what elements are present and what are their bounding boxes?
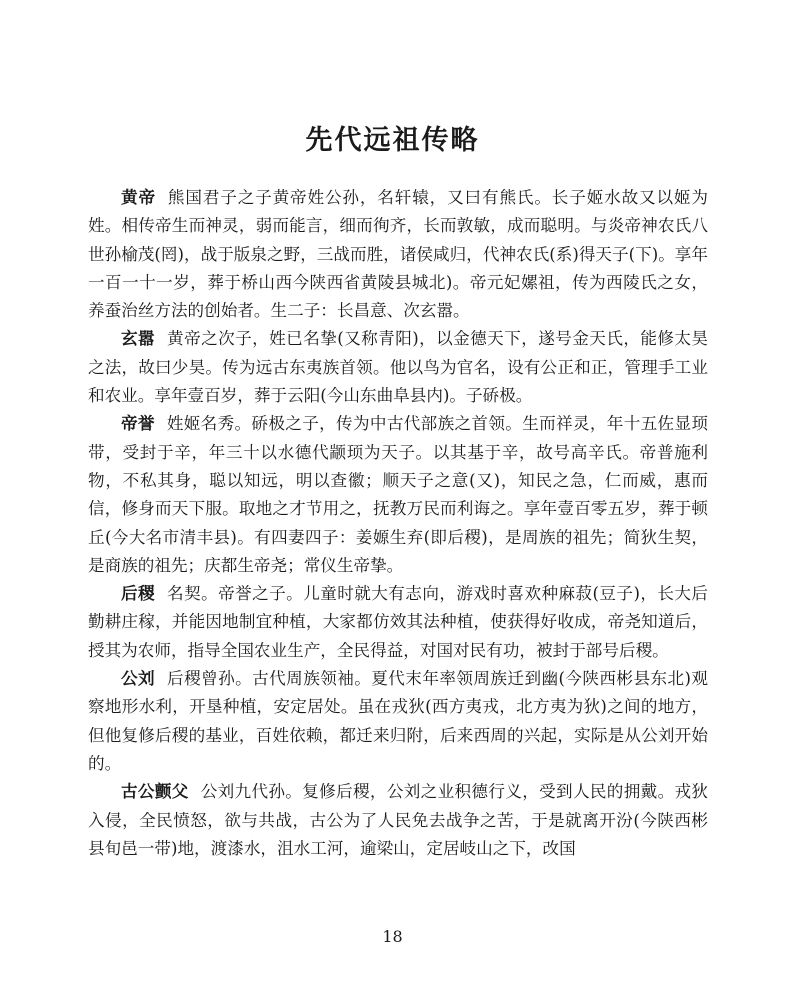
paragraph-xuanxiao: [88, 325, 708, 410]
page-title: 先代远祖传略: [305, 125, 480, 156]
paragraph-text: 名契。帝誉之子。儿童时就大有志向，游戏时喜欢种麻菽(豆子)，长大后勤耕庄稼，并能因地制宜种植，大家都仿效其法种植，使获得好收成，帝尧知道后，授其为农师，指导全国农业生产，全民得益，对国对民有功，被封于部号后稷。: [88, 584, 709, 660]
ancestor-name: 玄嚣: [121, 329, 156, 349]
ancestor-name: 黄帝: [121, 188, 156, 207]
paragraph-houji: [88, 580, 708, 665]
page-number: 18: [382, 927, 403, 946]
paragraph-text: 后稷曾孙。古代周族领袖。夏代末年率领周族迁到幽(今陕西彬县东北)观察地形水利，开垦种植，安定居处。虽在戎狄(西方夷戎，北方夷为狄)之间的地方，但他复修后稷的基业，百姓依赖，都迁来归附，后来西周的兴起，实际是从公刘开始的。: [88, 669, 709, 773]
ancestor-name: 公刘: [121, 669, 156, 689]
ancestor-name: 后稷: [121, 584, 156, 604]
paragraph-gugong: [88, 778, 708, 863]
paragraph-text: 黄帝之次子，姓已名挚(又称青阳)，以金德天下，遂号金天氏，能修太昊之法，故曰少昊。传为远古东夷族首领。他以鸟为官名，设有公正和正，管理手工业和农业。享年壹百岁，葬于云阳(今山东曲阜县内)。子硚极。: [88, 329, 709, 406]
paragraph-huangdi: [88, 184, 708, 325]
ancestor-name: 帝誉: [121, 414, 155, 434]
paragraph-diku: [88, 410, 708, 580]
paragraph-gongliu: [88, 665, 708, 778]
ancestor-name: 古公颤父: [121, 782, 189, 802]
paragraph-text: 公刘九代孙。复修后稷，公刘之业积德行义，受到人民的拥戴。戎狄入侵，全民愤怒，欲与共战，古公为了人民免去战争之苦，于是就离开汾(今陕西彬县旬邑一带)地，渡漆水，沮水工河，逾梁山，定居岐山之下，改国: [88, 782, 709, 858]
paragraph-text: 熊国君子之子黄帝姓公孙，名轩辕，又曰有熊氏。长子姬水故又以姬为姓。相传帝生而神灵，弱而能言，细而徇齐，长而敦敏，成而聪明。与炎帝神农氏八世孙榆茂(罔)，战于版泉之野，三战而胜，诸侯咸归，代神农氏(系)得天子(下)。享年一百一十一岁，葬于桥山西今陕西省黄陵县城北)。帝元妃嫘祖，传为西陵氏之女，养蚕治丝方法的创始者。生二子：长昌意、次玄嚣。: [88, 188, 709, 321]
paragraph-text: 姓姬名秀。硚极之子，传为中古代部族之首领。生而祥灵，年十五佐显顼带，受封于辛，年三十以水德代颛顼为天子。以其基于辛，故号高辛氏。帝普施利物，不私其身，聪以知远，明以查徽；顺天子之意(又)，知民之急，仁而威，惠而信，修身而天下服。取地之才节用之，抚教万民而利诲之。享年壹百零五岁，葬于顿丘(今大名市清丰县)。有四妻四子：姜嫄生弃(即后稷)，是周族的祖先；简狄生契，是商族的祖先；庆都生帝尧；常仪生帝挚。: [88, 414, 708, 575]
body-text: [88, 184, 708, 863]
